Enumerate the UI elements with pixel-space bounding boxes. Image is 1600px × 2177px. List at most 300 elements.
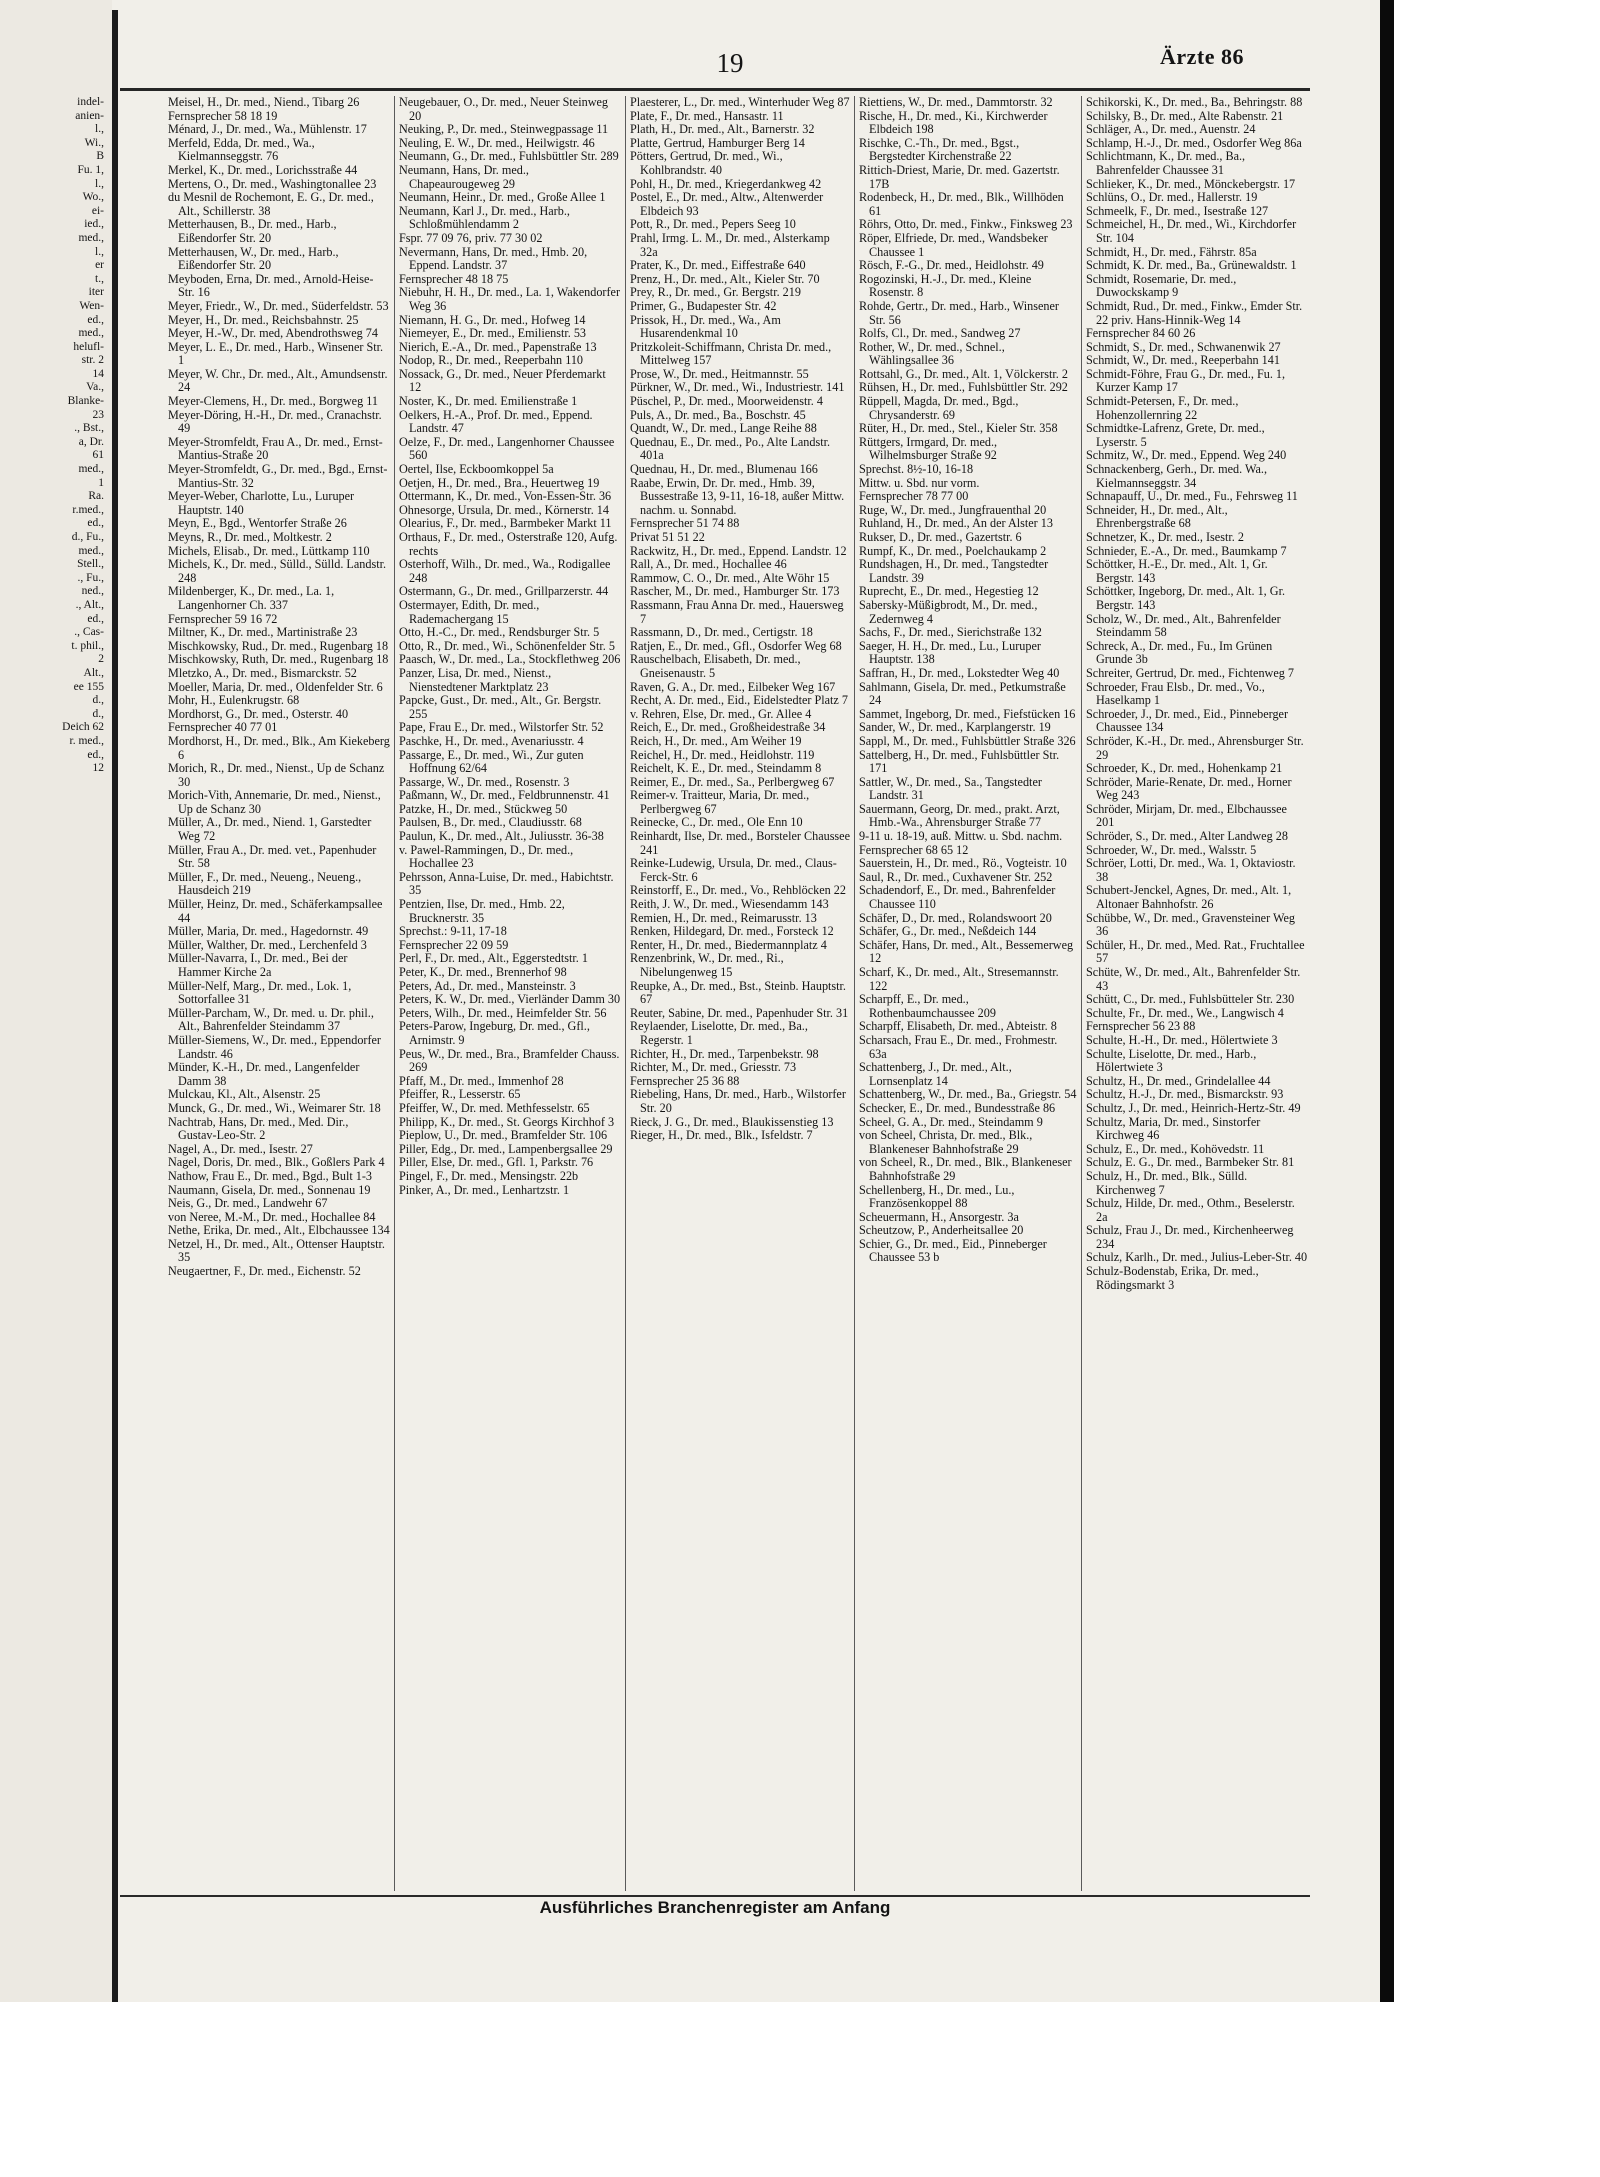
directory-entry: Peters, Wilh., Dr. med., Heimfelder Str. 56 (399, 1005, 607, 1020)
directory-entry: Mohr, H., Eulenkrugstr. 68 (168, 693, 300, 708)
directory-entry: Metterhausen, B., Dr. med., Harb., Eißendorfer Str. 20 (168, 217, 337, 245)
directory-entry: Nethe, Erika, Dr. med., Alt., Elbchaussee 134 (168, 1223, 390, 1238)
phone-line: Fernsprecher 25 36 88 (630, 1073, 740, 1088)
directory-entry: Schmidt-Föhre, Frau G., Dr. med., Fu. 1, Kurzer Kamp 17 (1086, 366, 1286, 395)
directory-entry: Rühsen, H., Dr. med., Fuhlsbüttler Str. 292 (859, 380, 1068, 395)
directory-entry: Meyboden, Erna, Dr. med., Arnold-Heise-Str. 16 (168, 271, 374, 300)
phone-line: Privat 51 51 22 (630, 530, 705, 544)
directory-entry: Reinke-Ludewig, Ursula, Dr. med., Claus-Ferck-Str. 6 (630, 856, 837, 884)
directory-entry: Perl, F., Dr. med., Alt., Eggerstedtstr. 1 (399, 951, 588, 966)
directory-entry: Schöttker, Ingeborg, Dr. med., Alt. 1, Gr. Bergstr. 143 (1086, 584, 1286, 612)
directory-entry: Meyer-Döring, H.-H., Dr. med., Cranachstr. 49 (168, 407, 382, 436)
directory-entry: Schäfer, D., Dr. med., Rolandswoort 20 (859, 910, 1052, 925)
directory-entry: Paulsen, B., Dr. med., Claudiusstr. 68 (399, 815, 582, 830)
directory-entry: Mertens, O., Dr. med., Washingtonallee 23 (168, 176, 377, 191)
directory-entry: Otto, H.-C., Dr. med., Rendsburger Str. 5 (399, 625, 600, 640)
directory-entry: Reuter, Sabine, Dr. med., Papenhuder Str. 31 (630, 1005, 849, 1020)
column-divider (854, 96, 855, 1891)
directory-entry: Sattelberg, H., Dr. med., Fuhlsbüttler Str. 171 (859, 747, 1060, 776)
directory-entry: Peters-Parow, Ingeburg, Dr. med., Gfl., Arnimstr. 9 (399, 1019, 590, 1047)
directory-entry: Nagel, Doris, Dr. med., Blk., Goßlers Park 4 (168, 1155, 385, 1170)
directory-entry: Reimer, E., Dr. med., Sa., Perlbergweg 67 (630, 774, 835, 789)
directory-entry: Nodop, R., Dr. med., Reeperbahn 110 (399, 353, 584, 368)
directory-entry: Morich-Vith, Annemarie, Dr. med., Nienst., Up de Schanz 30 (168, 788, 381, 816)
directory-entry: Morich, R., Dr. med., Nienst., Up de Schanz 30 (168, 761, 385, 789)
directory-entry: von Neree, M.-M., Dr. med., Hochallee 84 (168, 1209, 376, 1224)
directory-entry: Schmidt, H., Dr. med., Fährstr. 85a (1086, 244, 1257, 259)
directory-entry: Mittw. u. Sbd. nur vorm. (859, 475, 980, 490)
directory-entry: Müller-Nelf, Marg., Dr. med., Lok. 1, Sottorfallee 31 (168, 978, 352, 1007)
directory-entry: Renzenbrink, W., Dr. med., Ri., Nibelungenweg 15 (630, 951, 784, 979)
directory-entry: Raven, G. A., Dr. med., Eilbeker Weg 167 (630, 679, 836, 694)
directory-entry: Saul, R., Dr. med., Cuxhavener Str. 252 (859, 869, 1053, 884)
directory-entry: Paasch, W., Dr. med., La., Stockflethweg 206 (399, 652, 621, 667)
directory-entry: Metterhausen, W., Dr. med., Harb., Eißendorfer Str. 20 (168, 244, 339, 273)
column-divider (1081, 96, 1082, 1891)
directory-entry: Schroeder, K., Dr. med., Hohenkamp 21 (1086, 761, 1283, 776)
directory-entry: Paulun, K., Dr. med., Alt., Juliusstr. 36-38 (399, 829, 604, 844)
directory-entry: Paschke, H., Dr. med., Avenariusstr. 4 (399, 733, 584, 748)
previous-page-fragment: ed., (87, 313, 104, 326)
directory-entry: Schröder, Marie-Renate, Dr. med., Horner Weg 243 (1086, 774, 1292, 803)
phone-line: Fspr. 77 09 76, priv. 77 30 02 (399, 230, 543, 245)
directory-entry: Meyn, E., Bgd., Wentorfer Straße 26 (168, 516, 347, 531)
directory-entry: Sahlmann, Gisela, Dr. med., Petkumstraße 24 (859, 679, 1066, 708)
directory-entry: Noster, K., Dr. med. Emilienstraße 1 (399, 394, 578, 409)
directory-entry: Müller-Navarra, I., Dr. med., Bei der Hammer Kirche 2a (168, 951, 348, 979)
scan-border (1380, 0, 1394, 2002)
directory-entry: Reinecke, C., Dr. med., Ole Enn 10 (630, 815, 803, 830)
directory-entry: Rodenbeck, H., Dr. med., Blk., Willhöden 61 (859, 190, 1064, 218)
previous-page-fragment: ., Fu., (77, 571, 104, 584)
previous-page-fragment: ed., (87, 748, 104, 761)
previous-page-fragment: 1 (98, 476, 104, 489)
directory-entry: Ruge, W., Dr. med., Jungfrauenthal 20 (859, 502, 1047, 517)
directory-entry: Schellenberg, H., Dr. med., Lu., Französenkoppel 88 (859, 1182, 1015, 1211)
directory-entry: Quednau, E., Dr. med., Po., Alte Landstr. 401a (630, 434, 831, 463)
phone-line: Fernsprecher 48 18 75 (399, 271, 509, 286)
previous-page-fragment: ., Alt., (75, 598, 104, 611)
directory-entry: Sprechst. 8½-10, 16-18 (859, 462, 974, 477)
previous-page-fragment: d., (92, 707, 104, 720)
directory-entry: Merkel, K., Dr. med., Lorichsstraße 44 (168, 162, 358, 177)
directory-entry: Schulz, Karlh., Dr. med., Julius-Leber-Str. 40 (1086, 1250, 1308, 1265)
directory-entry: Müller-Parcham, W., Dr. med. u. Dr. phil., Alt., Bahrenfelder Steindamm 37 (168, 1005, 374, 1034)
directory-entry: Scharf, K., Dr. med., Alt., Stresemannstr. 122 (859, 965, 1059, 993)
directory-entry: Ratjen, E., Dr. med., Gfl., Osdorfer Weg 68 (630, 638, 842, 653)
directory-entry: Reichelt, K. E., Dr. med., Steindamm 8 (630, 761, 822, 776)
directory-entry: Remien, H., Dr. med., Reimarusstr. 13 (630, 910, 817, 925)
directory-entry: Mischkowsky, Rud., Dr. med., Rugenbarg 18 (168, 638, 389, 653)
directory-entry: Schmidt-Petersen, F., Dr. med., Hohenzollernring 22 (1086, 394, 1239, 422)
directory-entry: Reinstorff, E., Dr. med., Vo., Rehblöcken 22 (630, 883, 846, 898)
previous-page-fragment: indel- (77, 96, 104, 108)
directory-entry: Prey, R., Dr. med., Gr. Bergstr. 219 (630, 285, 801, 300)
directory-entry: Schmitz, W., Dr. med., Eppend. Weg 240 (1086, 448, 1287, 463)
directory-column-5 (1086, 96, 1308, 1891)
previous-page-fragment: Deich 62 (62, 721, 104, 734)
directory-entry: Schilsky, B., Dr. med., Alte Rabenstr. 21 (1086, 108, 1284, 123)
directory-entry: Oetjen, H., Dr. med., Bra., Heuertweg 19 (399, 475, 600, 490)
directory-entry: Schreiter, Gertrud, Dr. med., Fichtenweg 7 (1086, 665, 1294, 680)
previous-page-fragment: anien- (75, 109, 104, 122)
directory-entry: Moeller, Maria, Dr. med., Oldenfelder Str. 6 (168, 679, 383, 694)
directory-entry: Schikorski, K., Dr. med., Ba., Behringstr. 88 (1086, 96, 1303, 109)
directory-entry: Rieger, H., Dr. med., Blk., Isfeldstr. 7 (630, 1128, 813, 1143)
directory-entry: Recht, A. Dr. med., Eid., Eidelstedter Platz 7 (630, 693, 848, 708)
directory-entry: Schlichtmann, K., Dr. med., Ba., Bahrenfelder Chaussee 31 (1086, 149, 1246, 177)
directory-entry: Schultz, Maria, Dr. med., Sinstorfer Kirchweg 46 (1086, 1114, 1261, 1143)
directory-entry: Schultz, H.-J., Dr. med., Bismarckstr. 93 (1086, 1087, 1284, 1102)
directory-entry: Platte, Gertrud, Hamburger Berg 14 (630, 135, 805, 150)
directory-entry: Olearius, F., Dr. med., Barmbeker Markt 11 (399, 516, 612, 531)
directory-entry: Schreck, A., Dr. med., Fu., Im Grünen Grunde 3b (1086, 638, 1273, 667)
directory-entry: Schultz, J., Dr. med., Heinrich-Hertz-Str. 49 (1086, 1100, 1301, 1115)
directory-entry: Pinker, A., Dr. med., Lenhartzstr. 1 (399, 1182, 570, 1197)
directory-entry: Schubert-Jenckel, Agnes, Dr. med., Alt. 1, Altonaer Bahnhofstr. 26 (1086, 883, 1292, 912)
directory-entry: Schnieder, E.-A., Dr. med., Baumkamp 7 (1086, 543, 1287, 558)
directory-entry: Puls, A., Dr. med., Ba., Boschstr. 45 (630, 407, 806, 422)
directory-entry: Schmeelk, F., Dr. med., Isestraße 127 (1086, 203, 1269, 218)
directory-entry: Schulz-Bodenstab, Erika, Dr. med., Rödingsmarkt 3 (1086, 1264, 1259, 1292)
previous-page-fragment: t., (95, 272, 104, 285)
previous-page-fragment: med., (78, 544, 104, 557)
directory-entry: Oelkers, H.-A., Prof. Dr. med., Eppend. Landstr. 47 (399, 407, 593, 436)
directory-entry: Mildenberger, K., Dr. med., La. 1, Langenhorner Ch. 337 (168, 584, 335, 612)
directory-entry: Mordhorst, G., Dr. med., Osterstr. 40 (168, 706, 349, 721)
directory-entry: Renter, H., Dr. med., Biedermannplatz 4 (630, 937, 827, 952)
directory-entry: Rukser, D., Dr. med., Gazertstr. 6 (859, 530, 1022, 544)
directory-entry: Ostermayer, Edith, Dr. med., Rademachergang 15 (399, 597, 540, 626)
directory-entry: Ruprecht, E., Dr. med., Hegestieg 12 (859, 584, 1039, 599)
directory-entry: Röhrs, Otto, Dr. med., Finkw., Finksweg 23 (859, 217, 1073, 232)
directory-entry: Rall, A., Dr. med., Hochallee 46 (630, 557, 787, 572)
directory-entry: Meyns, R., Dr. med., Moltkestr. 2 (168, 530, 332, 544)
previous-page-fragment: ed., (87, 517, 104, 530)
directory-entry: Pape, Frau E., Dr. med., Wilstorfer Str. 52 (399, 720, 604, 735)
directory-entry: Schröder, Mirjam, Dr. med., Elbchaussee 201 (1086, 801, 1287, 830)
directory-entry: Müller-Siemens, W., Dr. med., Eppendorfer Landstr. 46 (168, 1032, 381, 1061)
directory-entry: Rösch, F.-G., Dr. med., Heidlohstr. 49 (859, 258, 1044, 273)
directory-entry: Schläger, A., Dr. med., Auenstr. 24 (1086, 122, 1256, 137)
header-rule (120, 88, 1310, 91)
directory-entry: Quandt, W., Dr. med., Lange Reihe 88 (630, 421, 817, 436)
directory-entry: Nachtrab, Hans, Dr. med., Med. Dir., Gustav-Leo-Str. 2 (168, 1114, 349, 1143)
footer-note: Ausführliches Branchenregister am Anfang (539, 1898, 891, 1917)
directory-entry: Pritzkoleit-Schiffmann, Christa Dr. med., Mittelweg 157 (630, 339, 832, 368)
directory-entry: Pürkner, W., Dr. med., Wi., Industriestr. 141 (630, 380, 845, 395)
directory-entry: Neugebauer, O., Dr. med., Neuer Steinweg 20 (399, 96, 609, 123)
previous-page-fragment: Fu. 1, (77, 163, 104, 176)
previous-page-fragment: 23 (92, 408, 104, 421)
directory-entry: Quednau, H., Dr. med., Blumenau 166 (630, 462, 818, 477)
previous-page-fragment: Wen- (79, 299, 104, 312)
directory-entry: Müller, Maria, Dr. med., Hagedornstr. 49 (168, 924, 369, 939)
directory-entry: Rascher, M., Dr. med., Hamburger Str. 173 (630, 584, 840, 599)
previous-page-fragment: 12 (92, 762, 104, 775)
directory-entry: Schmidt, S., Dr. med., Schwanenwik 27 (1086, 339, 1281, 354)
previous-page-fragment: r. med., (69, 734, 104, 747)
directory-entry: Reupke, A., Dr. med., Bst., Steinb. Hauptstr. 67 (630, 978, 846, 1007)
previous-page-fragment: Blanke- (67, 395, 104, 408)
directory-entry: Pfeiffer, W., Dr. med. Methfesselstr. 65 (399, 1100, 590, 1115)
directory-entry: Rundshagen, H., Dr. med., Tangstedter Landstr. 39 (859, 557, 1049, 585)
directory-entry: Passarge, E., Dr. med., Wi., Zur guten Hoffnung 62/64 (399, 747, 584, 776)
directory-entry: Niemeyer, E., Dr. med., Emilienstr. 53 (399, 326, 587, 341)
directory-entry: Schroeder, J., Dr. med., Eid., Pinneberger Chaussee 134 (1086, 706, 1289, 735)
directory-entry: Raabe, Erwin, Dr. Dr. med., Hmb. 39, Bussestraße 13, 9-11, 16-18, außer Mittw. nachm. u. Sonnabd. (630, 475, 845, 517)
directory-entry: Pötters, Gertrud, Dr. med., Wi., Kohlbrandstr. 40 (630, 149, 783, 177)
directory-entry: Schadendorf, E., Dr. med., Bahrenfelder Chaussee 110 (859, 883, 1056, 912)
directory-entry: Prater, K., Dr. med., Eiffestraße 640 (630, 258, 806, 273)
directory-entry: Orthaus, F., Dr. med., Osterstraße 120, Aufg. rechts (399, 530, 618, 558)
directory-entry: von Scheel, Christa, Dr. med., Blk., Blankeneser Bahnhofstraße 29 (859, 1128, 1033, 1156)
directory-entry: Ostermann, G., Dr. med., Grillparzerstr. 44 (399, 584, 609, 599)
previous-page-fragment: ., Bst., (74, 422, 104, 435)
previous-page-fragment: helufl- (73, 340, 104, 353)
scan-bottom-margin (0, 2002, 1600, 2177)
directory-entry: Richter, H., Dr. med., Tarpenbekstr. 98 (630, 1046, 819, 1061)
directory-entry: Neumann, G., Dr. med., Fuhlsbüttler Str. 289 (399, 149, 619, 164)
directory-entry: Schulz, Hilde, Dr. med., Othm., Beselerstr. 2a (1086, 1196, 1295, 1224)
column-divider (625, 96, 626, 1891)
directory-entry: Peters, K. W., Dr. med., Vierländer Damm 30 (399, 992, 621, 1007)
directory-entry: Schröer, Lotti, Dr. med., Wa. 1, Oktaviostr. 38 (1086, 856, 1296, 884)
phone-line: Fernsprecher 78 77 00 (859, 489, 969, 504)
directory-entry: Mordhorst, H., Dr. med., Blk., Am Kiekeberg 6 (168, 733, 390, 762)
previous-page-fragment: B (96, 150, 104, 163)
phone-line: Fernsprecher 58 18 19 (168, 108, 278, 123)
directory-entry: Schütt, C., Dr. med., Fuhlsbütteler Str. 230 (1086, 992, 1295, 1007)
directory-entry: Schlüns, O., Dr. med., Hallerstr. 19 (1086, 190, 1258, 205)
directory-entry: Schulte, Fr., Dr. med., We., Langwisch 4 (1086, 1005, 1284, 1020)
directory-entry: Peus, W., Dr. med., Bra., Bramfelder Chauss. 269 (399, 1046, 620, 1075)
previous-page-fragment: t. phil., (71, 639, 104, 652)
previous-page-fragment: Wo., (82, 191, 104, 204)
directory-entry: Michels, Elisab., Dr. med., Lüttkamp 110 (168, 543, 370, 558)
directory-entry: Papcke, Gust., Dr. med., Alt., Gr. Bergstr. 255 (399, 693, 602, 721)
directory-entry: Scholz, W., Dr. med., Alt., Bahrenfelder Steindamm 58 (1086, 611, 1281, 640)
directory-entry: Reylaender, Liselotte, Dr. med., Ba., Regerstr. 1 (630, 1019, 808, 1047)
previous-page-fragment: 2 (98, 653, 104, 666)
directory-entry: 9-11 u. 18-19, auß. Mittw. u. Sbd. nachm. (859, 829, 1063, 844)
directory-entry: Pfaff, M., Dr. med., Immenhof 28 (399, 1073, 564, 1088)
directory-entry: Meisel, H., Dr. med., Niend., Tibarg 26 (168, 96, 360, 109)
previous-page-fragment: d., (92, 694, 104, 707)
gutter-shadow (112, 10, 118, 2002)
directory-entry: Scharsach, Frau E., Dr. med., Frohmestr. 63a (859, 1032, 1058, 1061)
previous-page-fragment: ied., (84, 218, 104, 231)
directory-entry: Oertel, Ilse, Eckboomkoppel 5a (399, 462, 554, 477)
directory-entry: Piller, Else, Dr. med., Gfl. 1, Parkstr. 76 (399, 1155, 594, 1170)
directory-entry: Rother, W., Dr. med., Schnel., Wählingsallee 36 (859, 339, 1005, 368)
directory-entry: Nathow, Frau E., Dr. med., Bgd., Bult 1-3 (168, 1168, 373, 1183)
directory-entry: Meyer, Friedr., W., Dr. med., Süderfeldstr. 53 (168, 298, 389, 313)
section-header: Ärzte 86 (1160, 44, 1245, 69)
footer-rule (120, 1895, 1310, 1897)
page-number: 19 (716, 48, 744, 78)
directory-entry: Neugaertner, F., Dr. med., Eichenstr. 52 (168, 1264, 361, 1279)
previous-page-fragment: ee 155 (73, 680, 104, 693)
directory-entry: Plath, H., Dr. med., Alt., Barnerstr. 32 (630, 122, 815, 137)
directory-entry: Meyer-Clemens, H., Dr. med., Borgweg 11 (168, 394, 378, 409)
directory-entry: Rohde, Gertr., Dr. med., Harb., Winsener Str. 56 (859, 298, 1059, 327)
directory-entry: Müller, A., Dr. med., Niend. 1, Garstedter Weg 72 (168, 815, 372, 844)
scan-margin (1394, 0, 1600, 2002)
directory-entry: Plate, F., Dr. med., Hansastr. 11 (630, 108, 784, 123)
directory-entry: Rüter, H., Dr. med., Stel., Kieler Str. 358 (859, 421, 1058, 436)
directory-entry: Merfeld, Edda, Dr. med., Wa., Kielmannseggstr. 76 (168, 135, 315, 164)
directory-entry: Riebeling, Hans, Dr. med., Harb., Wilstorfer Str. 20 (630, 1087, 846, 1115)
directory-entry: Münder, K.-H., Dr. med., Langenfelder Damm 38 (168, 1060, 360, 1088)
directory-entry: Schröder, K.-H., Dr. med., Ahrensburger Str. 29 (1086, 733, 1304, 762)
directory-entry: Prose, W., Dr. med., Heitmannstr. 55 (630, 366, 809, 381)
directory-entry: v. Pawel-Rammingen, D., Dr. med., Hochallee 23 (399, 842, 574, 871)
previous-page-fragment: ei- (91, 204, 104, 217)
directory-entry: Reich, H., Dr. med., Am Weiher 19 (630, 733, 802, 748)
directory-entry: Rassmann, Frau Anna Dr. med., Hauersweg 7 (630, 597, 844, 626)
directory-entry: Primer, G., Budapester Str. 42 (630, 298, 777, 313)
directory-entry: Nevermann, Hans, Dr. med., Hmb. 20, Eppend. Landstr. 37 (399, 244, 588, 273)
directory-entry: Rottsahl, G., Dr. med., Alt. 1, Völckerstr. 2 (859, 366, 1068, 381)
directory-entry: Schulte, Liselotte, Dr. med., Harb., Hölertwiete 3 (1086, 1046, 1257, 1075)
directory-entry: Otto, R., Dr. med., Wi., Schönenfelder Str. 5 (399, 638, 615, 653)
directory-entry: Michels, K., Dr. med., Sülld., Sülld. Landstr. 248 (168, 557, 387, 585)
directory-entry: Ruhland, H., Dr. med., An der Alster 13 (859, 516, 1053, 531)
previous-page-fragments (0, 96, 104, 776)
directory-entry: Pentzien, Ilse, Dr. med., Hmb. 22, Brucknerstr. 35 (399, 897, 565, 925)
directory-entry: Rolfs, Cl., Dr. med., Sandweg 27 (859, 326, 1021, 341)
directory-entry: Netzel, H., Dr. med., Alt., Ottenser Hauptstr. 35 (168, 1236, 385, 1265)
previous-page-fragment: Alt., (83, 666, 104, 679)
directory-entry: Rumpf, K., Dr. med., Poelchaukamp 2 (859, 543, 1047, 558)
directory-entry: Schlamp, H.-J., Dr. med., Osdorfer Weg 86a (1086, 135, 1302, 150)
previous-page-fragment: Wi., (84, 136, 104, 149)
directory-entry: Reichel, H., Dr. med., Heidlohstr. 119 (630, 747, 815, 762)
directory-entry: Reith, J. W., Dr. med., Wiesendamm 143 (630, 897, 829, 912)
directory-entry: Meyer-Stromfeldt, Frau A., Dr. med., Ernst-Mantius-Straße 20 (168, 434, 383, 463)
directory-entry: Schmidtke-Lafrenz, Grete, Dr. med., Lyserstr. 5 (1086, 421, 1265, 449)
directory-entry: Rauschelbach, Elisabeth, Dr. med., Gneisenaustr. 5 (630, 652, 801, 680)
directory-entry: Neuling, E. W., Dr. med., Heilwigstr. 46 (399, 135, 595, 150)
directory-entry: Reimer-v. Traitteur, Maria, Dr. med., Perlbergweg 67 (630, 788, 810, 816)
directory-entry: Pfeiffer, R., Lesserstr. 65 (399, 1087, 521, 1102)
directory-entry: Schattenberg, J., Dr. med., Alt., Lornsenplatz 14 (859, 1060, 1012, 1088)
directory-entry: Munck, G., Dr. med., Wi., Weimarer Str. 18 (168, 1100, 381, 1115)
directory-entry: Schulz, E., Dr. med., Kohövedstr. 11 (1086, 1141, 1265, 1156)
directory-entry: Schulz, Frau J., Dr. med., Kirchenheerweg 234 (1086, 1223, 1294, 1251)
directory-entry: Saffran, H., Dr. med., Lokstedter Weg 40 (859, 665, 1060, 680)
previous-page-fragment: a, Dr. (78, 435, 104, 448)
directory-entry: Peter, K., Dr. med., Brennerhof 98 (399, 965, 567, 979)
directory-entry: Schroeder, Frau Elsb., Dr. med., Vo., Haselkamp 1 (1086, 679, 1265, 708)
previous-page-fragment: 14 (92, 367, 104, 380)
directory-entry: Sauermann, Georg, Dr. med., prakt. Arzt, Hmb.-Wa., Ahrensburger Straße 77 (859, 801, 1060, 830)
directory-entry: Ohnesorge, Ursula, Dr. med., Körnerstr. 14 (399, 502, 609, 517)
directory-entry: Schübbe, W., Dr. med., Gravensteiner Weg 36 (1086, 910, 1295, 939)
directory-entry: Naumann, Gisela, Dr. med., Sonnenau 19 (168, 1182, 371, 1197)
directory-entry: Schattenberg, W., Dr. med., Ba., Griegstr. 54 (859, 1087, 1077, 1102)
directory-entry: Schlieker, K., Dr. med., Mönckebergstr. 17 (1086, 176, 1296, 191)
directory-entry: Riettiens, W., Dr. med., Dammtorstr. 32 (859, 96, 1053, 109)
directory-entry: Mletzko, A., Dr. med., Bismarckstr. 52 (168, 665, 357, 680)
directory-entry: Meyer, W. Chr., Dr. med., Alt., Amundsenstr. 24 (168, 366, 388, 395)
directory-entry: Rogozinski, H.-J., Dr. med., Kleine Rosenstr. 8 (859, 271, 1032, 300)
directory-entry: Mischkowsky, Ruth, Dr. med., Rugenbarg 18 (168, 652, 389, 667)
directory-entry: Philipp, K., Dr. med., St. Georgs Kirchhof 3 (399, 1114, 615, 1129)
directory-entry: Püschel, P., Dr. med., Moorweidenstr. 4 (630, 394, 823, 409)
previous-page-fragment: r.med., (72, 503, 104, 516)
column-divider (394, 96, 395, 1891)
directory-entry: Schulte, H.-H., Dr. med., Hölertwiete 3 (1086, 1032, 1278, 1047)
phone-line: Fernsprecher 68 65 12 (859, 842, 969, 857)
directory-entry: Sappl, M., Dr. med., Fuhlsbüttler Straße 326 (859, 733, 1076, 748)
directory-entry: Scharpff, Elisabeth, Dr. med., Abteistr. 8 (859, 1019, 1057, 1034)
directory-entry: Reich, E., Dr. med., Großheidestraße 34 (630, 720, 826, 735)
previous-page-fragment: ned., (81, 585, 104, 598)
previous-page-fragment: iter (88, 286, 104, 299)
directory-entry: Passarge, W., Dr. med., Rosenstr. 3 (399, 774, 570, 789)
directory-entry: Meyer, H.-W., Dr. med, Abendrothsweg 74 (168, 326, 378, 341)
directory-entry: Pohl, H., Dr. med., Kriegerdankweg 42 (630, 176, 822, 191)
directory-entry: v. Rehren, Else, Dr. med., Gr. Allee 4 (630, 706, 812, 721)
directory-entry: Sauerstein, H., Dr. med., Rö., Vogteistr. 10 (859, 856, 1067, 871)
directory-entry: Schulz, H., Dr. med., Blk., Sülld. Kirchenweg 7 (1086, 1168, 1248, 1197)
directory-entry: Rüppell, Magda, Dr. med., Bgd., Chrysanderstr. 69 (859, 394, 1019, 422)
directory-entry: Meyer, H., Dr. med., Reichsbahnstr. 25 (168, 312, 359, 327)
directory-entry: Müller, Frau A., Dr. med. vet., Papenhuder Str. 58 (168, 842, 377, 871)
directory-entry: Schüler, H., Dr. med., Med. Rat., Fruchtallee 57 (1086, 937, 1305, 966)
directory-entry: Müller, Walther, Dr. med., Lerchenfeld 3 (168, 937, 367, 952)
previous-page-fragment: ., Cas- (74, 626, 104, 639)
previous-page-fragment: str. 2 (81, 354, 104, 367)
directory-entry: Oelze, F., Dr. med., Langenhorner Chaussee 560 (399, 434, 615, 463)
directory-entry: Mulckau, Kl., Alt., Alsenstr. 25 (168, 1087, 321, 1102)
directory-entry: Sabersky-Müßigbrodt, M., Dr. med., Zedernweg 4 (859, 597, 1038, 626)
directory-entry: Prahl, Irmg. L. M., Dr. med., Alsterkamp 32a (630, 230, 830, 259)
directory-entry: Scheuermann, H., Ansorgestr. 3a (859, 1209, 1019, 1224)
previous-page-fragment: 61 (92, 449, 104, 462)
directory-entry: Meyer-Weber, Charlotte, Lu., Luruper Hauptstr. 140 (168, 489, 355, 517)
directory-entry: Schöttker, H.-E., Dr. med., Alt. 1, Gr. Bergstr. 143 (1086, 557, 1268, 585)
phone-line: Fernsprecher 84 60 26 (1086, 326, 1196, 341)
directory-entry: Rischke, C.-Th., Dr. med., Bgst., Bergstedter Kirchenstraße 22 (859, 135, 1020, 164)
directory-entry: Schroeder, W., Dr. med., Walsstr. 5 (1086, 842, 1257, 857)
previous-page-fragment: med., (78, 327, 104, 340)
previous-page-fragment: med., (78, 463, 104, 476)
directory-entry: Sammet, Ingeborg, Dr. med., Fiefstücken 16 (859, 706, 1076, 721)
directory-entry: Richter, M., Dr. med., Griesstr. 73 (630, 1060, 797, 1075)
directory-entry: Schnackenberg, Gerh., Dr. med. Wa., Kielmannseggstr. 34 (1086, 462, 1267, 490)
phone-line: Fernsprecher 59 16 72 (168, 611, 278, 626)
directory-entry: Schultz, H., Dr. med., Grindelallee 44 (1086, 1073, 1271, 1088)
directory-entry: Scheel, G. A., Dr. med., Steindamm 9 (859, 1114, 1043, 1129)
directory-entry: Schneider, H., Dr. med., Alt., Ehrenbergstraße 68 (1086, 502, 1228, 531)
directory-column-4 (859, 96, 1077, 1891)
directory-entry: Neumann, Karl J., Dr. med., Harb., Schloßmühlendamm 2 (399, 203, 570, 232)
directory-entry: Paßmann, W., Dr. med., Feldbrunnenstr. 41 (399, 788, 610, 803)
previous-page-fragment: l., (95, 123, 104, 136)
directory-entry: du Mesnil de Rochemont, E. G., Dr. med., Alt., Schillerstr. 38 (168, 190, 374, 218)
directory-entry: Schnapauff, U., Dr. med., Fu., Fehrsweg 11 (1086, 489, 1298, 504)
previous-page-edge (0, 0, 112, 2002)
phone-line: Fernsprecher 22 09 59 (399, 937, 509, 952)
directory-entry: Nierich, E.-A., Dr. med., Papenstraße 13 (399, 339, 597, 354)
directory-entry: Pieplow, U., Dr. med., Bramfelder Str. 106 (399, 1128, 608, 1143)
directory-entry: Scheutzow, P., Anderheitsallee 20 (859, 1223, 1024, 1238)
directory-entry: Miltner, K., Dr. med., Martinistraße 23 (168, 625, 358, 640)
directory-entry: Rische, H., Dr. med., Ki., Kirchwerder Elbdeich 198 (859, 108, 1048, 137)
